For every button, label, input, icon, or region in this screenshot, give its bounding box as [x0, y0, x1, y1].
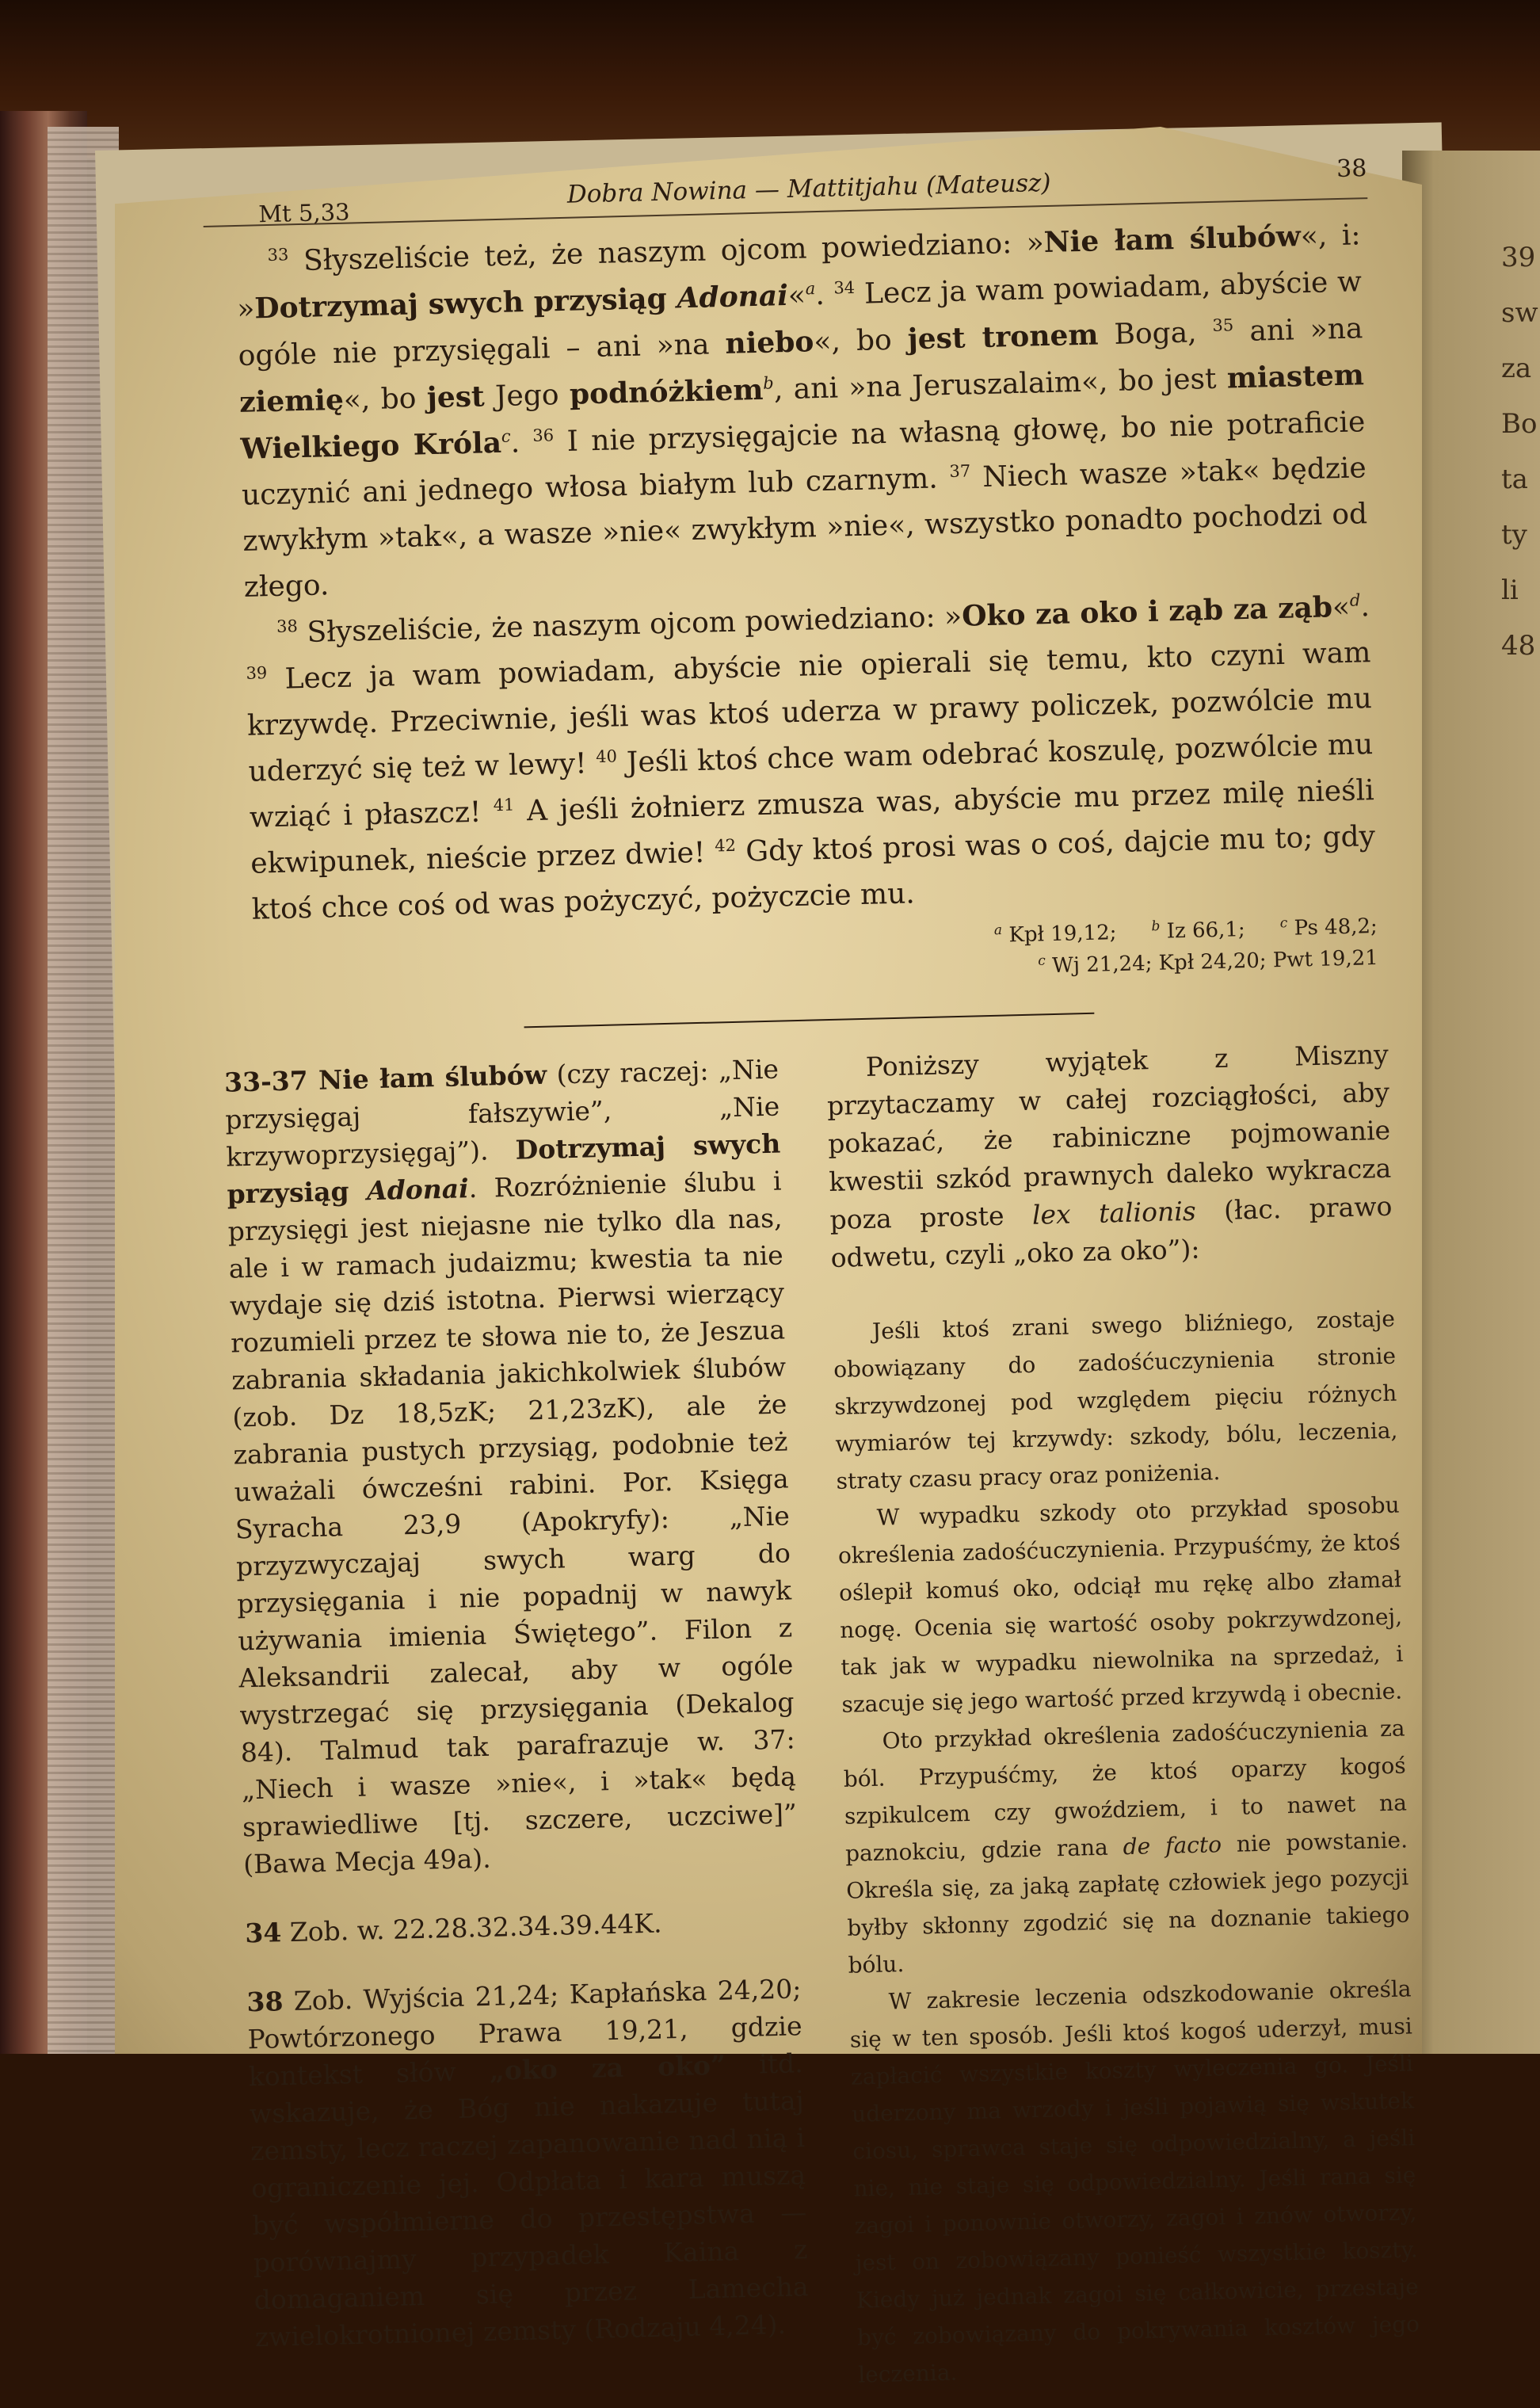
scripture-span: I nie przysięgajcie na własną głowę, bo nie potraficie uczynić ani jednego włosa białym lub czarnym.	[241, 406, 1366, 512]
scripture-span: Słyszeliście też, że naszym ojcom powiedziano: »	[288, 227, 1045, 278]
header-title: Dobra Nowina — Mattitjahu (Mateusz)	[566, 168, 1051, 209]
commentary-note	[246, 1970, 810, 2356]
scripture-bold: jest tronem	[907, 318, 1099, 357]
verse-number: 41	[493, 795, 515, 815]
verse-number: 34	[833, 277, 856, 298]
footnote-mark: d	[1349, 590, 1361, 610]
scripture-span: «, i: »	[236, 219, 1361, 326]
note-bold: „oko za oko”	[489, 2049, 726, 2086]
section-divider	[524, 1013, 1095, 1028]
cross-reference-text: Iz 66,1;	[1160, 918, 1246, 944]
scripture-bold: ziemię	[238, 383, 345, 419]
footnote-mark: a	[805, 279, 816, 299]
facing-fragment: li	[1501, 574, 1519, 606]
verse-number: 35	[1212, 315, 1234, 335]
scripture-bold: jest	[426, 380, 486, 415]
footnote-mark: c	[1279, 915, 1288, 932]
footnote-mark: c	[1038, 952, 1046, 969]
facing-fragment: ta	[1501, 464, 1528, 495]
footnote-mark: b	[762, 373, 775, 393]
note-bold-italic: Adonai	[366, 1173, 470, 1207]
cross-reference	[1038, 946, 1378, 978]
scripture-bold: niebo	[724, 325, 814, 361]
note-text: Zob. Wyjścia 21,24; Kapłańska 24,20; Powtórzonego Prawa 19,21, gdzie kontekst słów	[247, 1973, 802, 2093]
note-text: (czy raczej: „Nie przysięgaj fałszywie”, „Nie krzywoprzysięgaj”).	[224, 1053, 780, 1173]
page-content	[202, 142, 1420, 2388]
note-text: itd. wskazuje, że Bóg nie nakazuje tutaj zemsty, lecz raczej zapanowanie nad nią i ograniczenie jej. Odpłata i kara muszą być współmierne do przestępstwa — porównajmy przypadek Kaina z domaganiem się przez Lamecha zwielokrotnionej zemsty (Rodzaju 4,24).	[249, 2047, 809, 2353]
mishnah-quote	[832, 1300, 1420, 2394]
commentary-note	[245, 1901, 800, 1952]
scripture-span: Jego	[484, 378, 570, 414]
scripture-span: Niech wasze »tak« będzie zwykłym »tak«, a wasze »nie« zwykłym »nie«, wszystko ponadto pochodzi od złego.	[242, 452, 1368, 604]
facing-fragment: sw	[1501, 297, 1538, 329]
facing-fragment: ty	[1501, 519, 1527, 551]
scripture-span: .	[814, 278, 835, 312]
facing-fragment: Bo	[1501, 408, 1538, 440]
note-number: 34	[244, 1917, 282, 1949]
commentary-note	[224, 1051, 799, 1883]
header-reference: Mt 5,33	[257, 198, 350, 228]
scripture-span: Boga,	[1097, 315, 1214, 352]
quote-paragraph: W zakresie leczenia odszkodowanie określa się w ten sposób. Jeśli ktoś kogoś uderzył, musi zapłacić wszystkie koszty wyleczenia go. Jeśli uderzony ma wrzody i jeśli pojawią się wskutek ciosu, sprawca staje się odpowiedzialny, a jeśli nie, nie staje się odpowiedzialny. Jeśli rana się zagoi i ponownie otworzy, zagoi i znów otworzy, jest on zobowiązany ponieść wszystkie koszty. Kiedy już jednak zagoi się całkowicie, przestaje być zobowiązany do pokrywania kosztów jego leczenia.	[849, 1975, 1420, 2388]
facing-page-text	[1501, 230, 1540, 674]
commentary-right-column	[825, 1036, 1420, 2394]
quote-paragraph	[842, 1709, 1411, 1983]
intro-text: Poniższy wyjątek z Miszny przytaczamy w całej rozciągłości, aby pokazać, że rabiniczne pojmowanie kwestii szkód prawnych daleko wykracza poza proste	[826, 1038, 1392, 1236]
scripture-text	[204, 212, 1385, 934]
mishnah-intro	[825, 1036, 1393, 1277]
verse-number: 36	[532, 426, 555, 445]
scripture-span: Lecz ja wam powiadam, abyście nie opierali się temu, kto czyni wam krzywdę. Przeciwnie, jeśli was ktoś uderza w prawy policzek, pozwólcie mu uderzyć się też w lewy!	[246, 636, 1373, 788]
scripture-span: Słyszeliście, że naszym ojcom powiedziano: »	[297, 600, 962, 650]
note-number: 38	[246, 1986, 284, 2018]
footnote-mark: b	[1151, 918, 1161, 935]
intro-italic: lex talionis	[1031, 1195, 1197, 1231]
note-bold: Nie łam ślubów	[307, 1059, 547, 1097]
footnote-mark: a	[993, 922, 1003, 939]
scripture-bold: Oko za oko i ząb za ząb	[961, 590, 1333, 633]
scripture-span: ani »na	[1233, 312, 1363, 349]
verse-number: 33	[267, 245, 289, 265]
scripture-span: «, bo	[343, 382, 428, 417]
scripture-span: A jeśli żołnierz zmusza was, abyście mu przez milę nieśli ekwipunek, nieście przez dwie!	[250, 774, 1375, 880]
cross-reference-text: Wj 21,24; Kpł 24,20; Pwt 19,21	[1045, 946, 1379, 979]
scripture-span: Lecz ja wam powiadam, abyście w ogóle nie przysięgali – ani »na	[238, 265, 1363, 372]
scripture-bold: Dotrzymaj swych przysiąg	[253, 281, 678, 326]
quote-text: Oto przykład określenia zadośćuczynienia za ból. Przypuśćmy, że ktoś oparzy kogoś szpikulcem czy gwoździem, i to nawet na paznokciu, gdzie rana	[843, 1715, 1408, 1867]
scripture-span: «	[787, 279, 806, 312]
note-text: . Rozróżnienie ślubu i przysięgi jest niejasne nie tylko dla nas, ale i w ramach judaizmu; kwestia ta nie wydaje się dziś istotna. Pierwsi wierzący rozumieli przez te słowa nie to, że Jeszua zabrania składania jakichkolwiek ślubów (zob. Dz 18,5zK; 21,23zK), ale że zabrania pustych przysiąg, podobnie też uważali ówcześni rabini. Por. Księga Syracha 23,9 (Apokryfy): „Nie przyzwyczajaj swych warg do przysięgania i nie popadnij w nawyk używania imienia Świętego”. Filon z Aleksandrii zalecał, aby w ogóle wystrzegać się przysięgania (Dekalog 84). Talmud tak parafrazuje w. 37: „Niech i wasze »nie«, i »tak« będą sprawiedliwe [tj. szczere, uczciwe]” (Bawa Mecja 49a).	[227, 1165, 798, 1880]
scripture-span: .	[1359, 590, 1370, 624]
commentary-columns	[223, 1036, 1420, 2388]
quote-paragraph: W wypadku szkody oto przykład sposobu określenia zadośćuczynienia. Przypuśćmy, że ktoś oślepił komuś oko, odciął mu rękę albo złamał nogę. Ocenia się wartość osoby pokrzywdzonej, tak jak w wypadku niewolnika na sprzedaż, i szacuje się jego wartość przed krzywdą i obecnie.	[837, 1491, 1404, 1718]
scripture-span: «, bo	[813, 323, 909, 359]
verse-number: 40	[595, 746, 618, 767]
cross-reference	[994, 921, 1117, 948]
cross-reference	[1280, 914, 1378, 941]
verse-number: 38	[276, 616, 299, 636]
scripture-span: .	[510, 426, 534, 460]
facing-fragment: za	[1501, 353, 1532, 384]
scripture-span: «	[1332, 590, 1351, 624]
cross-reference-text: Kpł 19,12;	[1001, 921, 1117, 948]
note-bold: Dotrzymaj swych przysiąg	[227, 1128, 781, 1210]
scripture-span: , ani »na Jeruszalaim«, bo jest	[773, 362, 1228, 406]
scripture-paragraph	[245, 583, 1378, 933]
scripture-bold-italic: Adonai	[677, 278, 789, 315]
cross-reference	[1151, 918, 1245, 944]
quote-italic: de facto	[1123, 1831, 1222, 1860]
scripture-bold: miastem Wielkiego Króla	[240, 358, 1365, 466]
footnote-mark: c	[501, 426, 511, 446]
cross-reference-text: Ps 48,2;	[1287, 914, 1378, 941]
commentary-left-column	[224, 1051, 811, 2388]
scripture-bold: podnóżkiem	[569, 372, 764, 411]
note-number: 33-37	[223, 1065, 309, 1098]
facing-page-number: 39	[1501, 242, 1536, 273]
quote-paragraph: Jeśli ktoś zrani swego bliźniego, zostaje obowiązany do zadośćuczynienia stronie skrzywdzonej pod względem pięciu różnych wymiarów tej krzywdy: szkody, bólu, leczenia, straty czasu pracy oraz poniżenia.	[833, 1305, 1398, 1494]
scripture-bold: Nie łam ślubów	[1043, 219, 1302, 260]
note-text: Zob. w. 22.28.32.34.39.44K.	[280, 1907, 662, 1948]
intro-text: (łac. prawo odwetu, czyli „oko za oko”):	[830, 1190, 1393, 1274]
quote-text: nie powstanie. Określa się, za jaką zapłatę człowiek jego pozycji byłby skłonny zgodzić się na doznanie takiego bólu.	[845, 1826, 1410, 1979]
scripture-span: Jeśli ktoś chce wam odebrać koszulę, pozwólcie mu wziąć i płaszcz!	[249, 728, 1374, 834]
scripture-paragraph	[235, 212, 1369, 611]
verse-number: 37	[949, 461, 971, 482]
scripture-span: Gdy ktoś prosi was o coś, dajcie mu to; gdy ktoś chce coś od was pożyczyć, pożyczcie mu.	[251, 820, 1376, 926]
facing-fragment: 48	[1501, 630, 1536, 662]
verse-number: 42	[714, 835, 737, 856]
verse-number: 39	[246, 663, 268, 683]
page-number: 38	[1336, 155, 1367, 184]
